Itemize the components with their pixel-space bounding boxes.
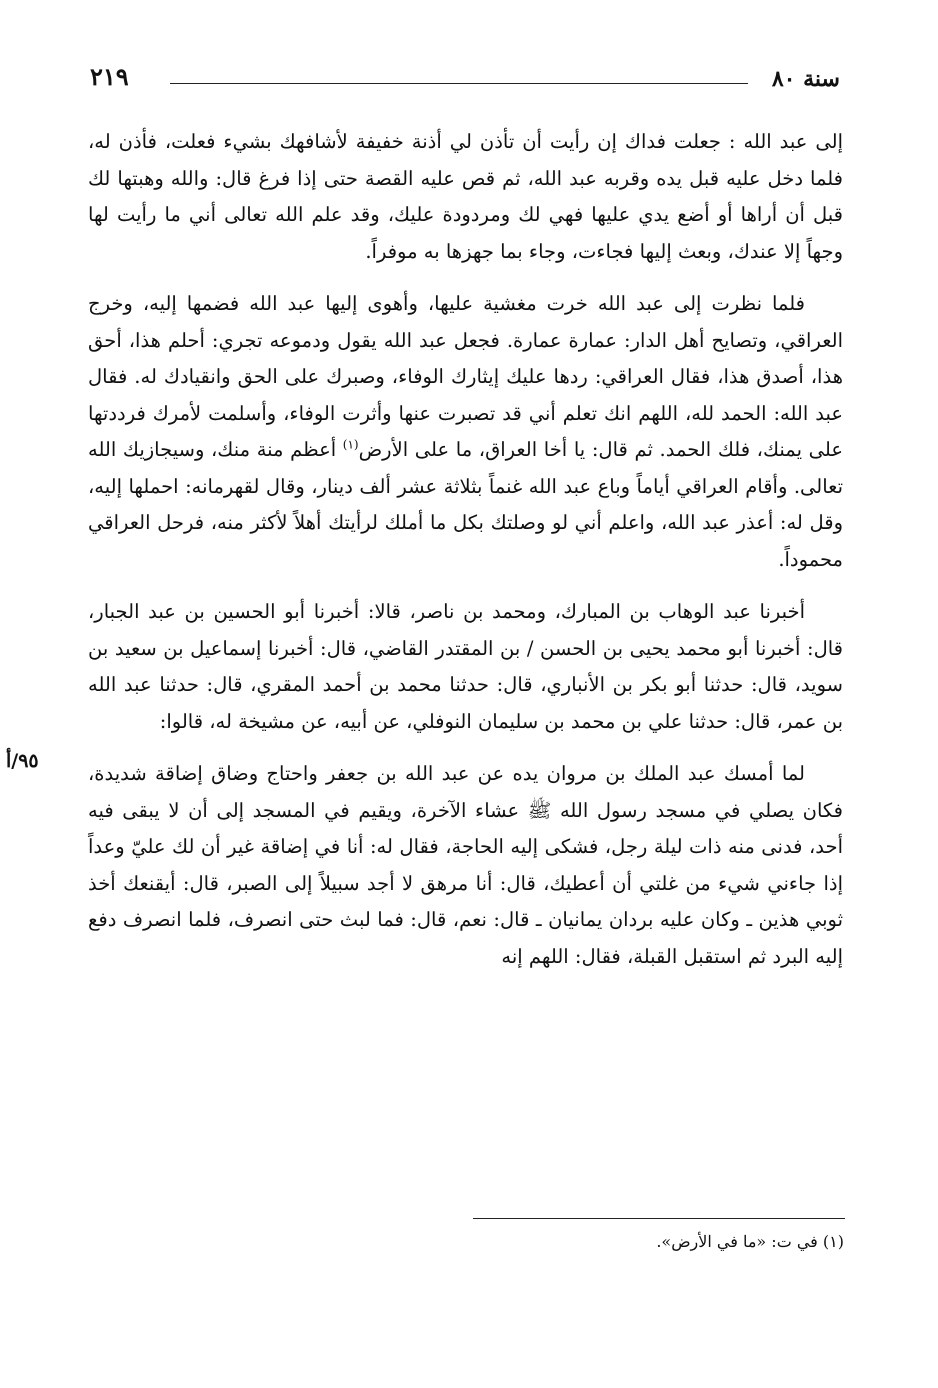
footnote-marker: (١) (342, 437, 359, 452)
page-number: ٢١٩ (90, 62, 129, 91)
header-rule (170, 83, 748, 84)
paragraph-3-isnad: أخبرنا عبد الوهاب بن المبارك، ومحمد بن ناصر، قالا: أخبرنا أبو الحسين بن عبد الجبار، قال: أخبرنا أبو محمد يحيى بن الحسن / بن المقتدر القاضي، قال: أخبرنا إسماعيل بن سعيد بن سويد، قال: حدثنا أبو بكر بن الأنباري، قال: حدثنا محمد بن أحمد المقري، قال: حدثنا عبد الله بن عمر، قال: حدثنا علي بن محمد بن سليمان النوفلي، عن أبيه، عن مشيخة له، قالوا: (88, 600, 843, 733)
paragraph-2-part-a: فلما نظرت إلى عبد الله خرت مغشية عليها، وأهوى إليها عبد الله فضمها إليه، وخرج العراقي، وتصايح أهل الدار: عمارة عمارة. فجعل عبد الله يقول ودموعه تجري: أحلم هذا، أحق هذا، أصدق هذا، فقال العراقي: ردها عليك إيثارك الوفاء، وصبرك على الحق وانقيادك له. فقال عبد الله: الحمد لله، اللهم انك تعلم أني قد تصبرت عنها وأثرت الوفاء، وأسلمت لأمرك فرددتها على يمنك، فلك الحمد. ثم قال: يا أخا العراق، ما على الأرض (88, 292, 843, 461)
paragraph-4: لما أمسك عبد الملك بن مروان يده عن عبد الله بن جعفر واحتاج وضاق إضاقة شديدة، فكان يصلي في مسجد رسول الله ﷺ عشاء الآخرة، ويقيم في المسجد إلى أن لا يبقى فيه أحد، فدنى منه ذات ليلة رجل، فشكى إليه الحاجة، فقال له: أنا في إضاقة غير أن لك عليّ وعداً إذا جاءني شيء من غلتي أن أعطيك، قال: أنا مرهق لا أجد سبيلاً إلى الصبر، قال: أيقنعك أخذ ثوبي هذين ـ وكان عليه بردان يمانيان ـ قال: نعم، قال: فما لبث حتى انصرف، فلما انصرف دفع إليه البرد ثم استقبل القبلة، فقال: اللهم إنه (88, 762, 843, 968)
footnote: (١) في ت: «ما في الأرض». (656, 1232, 844, 1251)
main-text (88, 124, 843, 991)
paragraph-2 (88, 286, 843, 578)
footnote-rule (473, 1218, 845, 1219)
paragraph-2-part-b: أعظم منة منك، وسيجازيك الله تعالى. وأقام العراقي أياماً وباع عبد الله غنماً بثلاثة عشر ألف دينار، وقال لقهرمانه: احملها إليه، وقل له: أعذر عبد الله، واعلم أني لو وصلتك بكل ما أملك لرأيتك أهلاً لأكثر منه، فرحل العراقي محموداً. (88, 438, 843, 571)
margin-folio-note: ٩٥/أ (6, 750, 39, 772)
header-year: سنة ٨٠ (771, 66, 840, 92)
paragraph-1: إلى عبد الله : جعلت فداك إن رأيت أن تأذن لي أذنة خفيفة لأشافهك بشيء فعلت، فأذن له، فلما دخل عليه قبل يده وقربه عبد الله، ثم قص عليه القصة حتى إذا فرغ قال: والله وهبتها لك قبل أن أراها أو أضع يدي عليها فهي لك ومردودة عليك، وقد علم الله تعالى أني ما رأيت لها وجهاً إلا عندك، وبعث إليها فجاءت، وجاء بما جهزها به موفراً. (88, 130, 843, 263)
running-header (90, 62, 840, 102)
